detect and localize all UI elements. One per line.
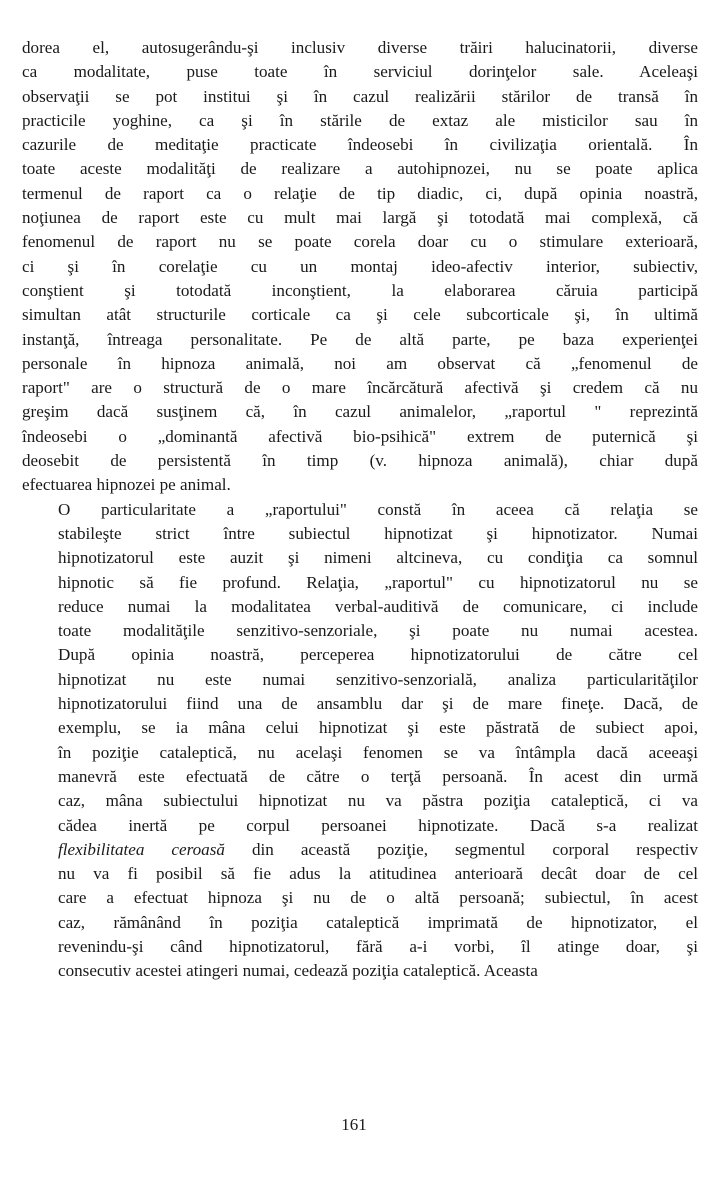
text-line: consecutiv acestei atingeri numai, cedează poziţia cataleptică. Aceasta bbox=[58, 961, 538, 981]
text-line: ci şi în corelaţie cu un montaj ideo-afectiv interior, subiectiv, bbox=[22, 256, 698, 276]
text-line: După opinia noastră, perceperea hipnotizatorului de către cel bbox=[58, 645, 698, 665]
text-line: nu va fi posibil să fie adus la atitudinea anterioară decât doar de cel bbox=[58, 864, 698, 884]
text-line: simultan atât structurile corticale ca şi cele subcorticale şi, în ultimă bbox=[22, 305, 698, 325]
text-line: deosebit de persistentă în timp (v. hipnoza animală), chiar după bbox=[22, 451, 698, 471]
text-line: toate aceste modalităţi de realizare a autohipnozei, nu se poate aplica bbox=[22, 159, 698, 179]
text-line: practicile yoghine, ca şi în stările de extaz ale misticilor sau în bbox=[22, 110, 698, 130]
text-line: cazurile de meditaţie practicate îndeosebi în civilizaţia orientală. În bbox=[22, 135, 698, 155]
paragraph-1 bbox=[22, 36, 698, 498]
text-line: caz, mâna subiectului hipnotizat nu va păstra poziţia cataleptică, ci va bbox=[58, 791, 698, 811]
text-line: hipnotic să fie profund. Relaţia, „raportul" cu hipnotizatorul nu se bbox=[58, 572, 698, 592]
page-body bbox=[22, 36, 698, 984]
text-line: îndeosebi o „dominantă afectivă bio-psihică" extrem de puternică şi bbox=[22, 426, 698, 446]
italic-term: flexibilitatea ceroasă bbox=[58, 839, 225, 859]
text-line: efectuarea hipnozei pe animal. bbox=[22, 475, 231, 495]
text-line: termenul de raport ca o relaţie de tip diadic, ci, după opinia noastră, bbox=[22, 183, 698, 203]
text-line: greşim dacă susţinem că, în cazul animalelor, „raportul " reprezintă bbox=[22, 402, 698, 422]
paragraph-2 bbox=[22, 498, 698, 984]
text-line: instanţă, întreaga personalitate. Pe de altă parte, pe baza experienţei bbox=[22, 329, 698, 349]
text-line: manevră este efectuată de către o terţă persoană. În acest din urmă bbox=[58, 766, 698, 786]
text-line: fenomenul de raport nu se poate corela doar cu o stimulare exterioară, bbox=[22, 232, 698, 252]
text-line: în poziţie cataleptică, nu acelaşi fenomen se va întâmpla dacă aceeaşi bbox=[58, 742, 698, 762]
text-line: personale în hipnoza animală, noi am observat că „fenomenul de bbox=[22, 353, 698, 373]
text-line: reduce numai la modalitatea verbal-auditivă de comunicare, ci include bbox=[58, 596, 698, 616]
text-line: caz, rămânând în poziţia cataleptică imprimată de hipnotizator, el bbox=[58, 912, 698, 932]
text-line: toate modalităţile senzitivo-senzoriale, şi poate nu numai acestea. bbox=[58, 621, 698, 641]
text-line: dorea el, autosugerându-şi inclusiv diverse trăiri halucinatorii, diverse bbox=[22, 38, 698, 57]
page-number: 161 bbox=[341, 1115, 367, 1134]
text-line: care a efectuat hipnoza şi nu de o altă persoană; subiectul, în acest bbox=[58, 888, 698, 908]
text-line: revenindu-şi când hipnotizatorul, fără a-i vorbi, îl atinge doar, şi bbox=[58, 936, 698, 956]
text-line: noţiunea de raport este cu mult mai largă şi totodată mai complexă, că bbox=[22, 208, 698, 228]
text-line: raport" are o structură de o mare încărcătură afectivă şi credem că nu bbox=[22, 378, 698, 398]
text-line: conştient şi totodată inconştient, la elaborarea căruia participă bbox=[22, 280, 698, 300]
text-line: hipnotizatorul este auzit şi nimeni altcineva, cu condiţia ca somnul bbox=[58, 548, 698, 568]
text-line: cădea inertă pe corpul persoanei hipnotizate. Dacă s-a realizat bbox=[58, 815, 698, 835]
text-line: exemplu, se ia mâna celui hipnotizat şi este păstrată de subiect apoi, bbox=[58, 718, 698, 738]
text-line: ca modalitate, puse toate în serviciul dorinţelor sale. Aceleaşi bbox=[22, 62, 698, 82]
text-line: observaţii se pot institui şi în cazul realizării stărilor de transă în bbox=[22, 86, 698, 106]
text-line: hipnotizatorului fiind una de ansamblu dar şi de mare fineţe. Dacă, de bbox=[58, 694, 698, 714]
text-line: flexibilitatea ceroasă din această poziţie, segmentul corporal respectiv bbox=[58, 839, 698, 859]
text-line: stabileşte strict între subiectul hipnotizat şi hipnotizator. Numai bbox=[58, 523, 698, 543]
text-line: hipnotizat nu este numai senzitivo-senzorială, analiza particularităţilor bbox=[58, 669, 698, 689]
text-line: O particularitate a „raportului" constă în aceea că relaţia se bbox=[58, 499, 698, 519]
